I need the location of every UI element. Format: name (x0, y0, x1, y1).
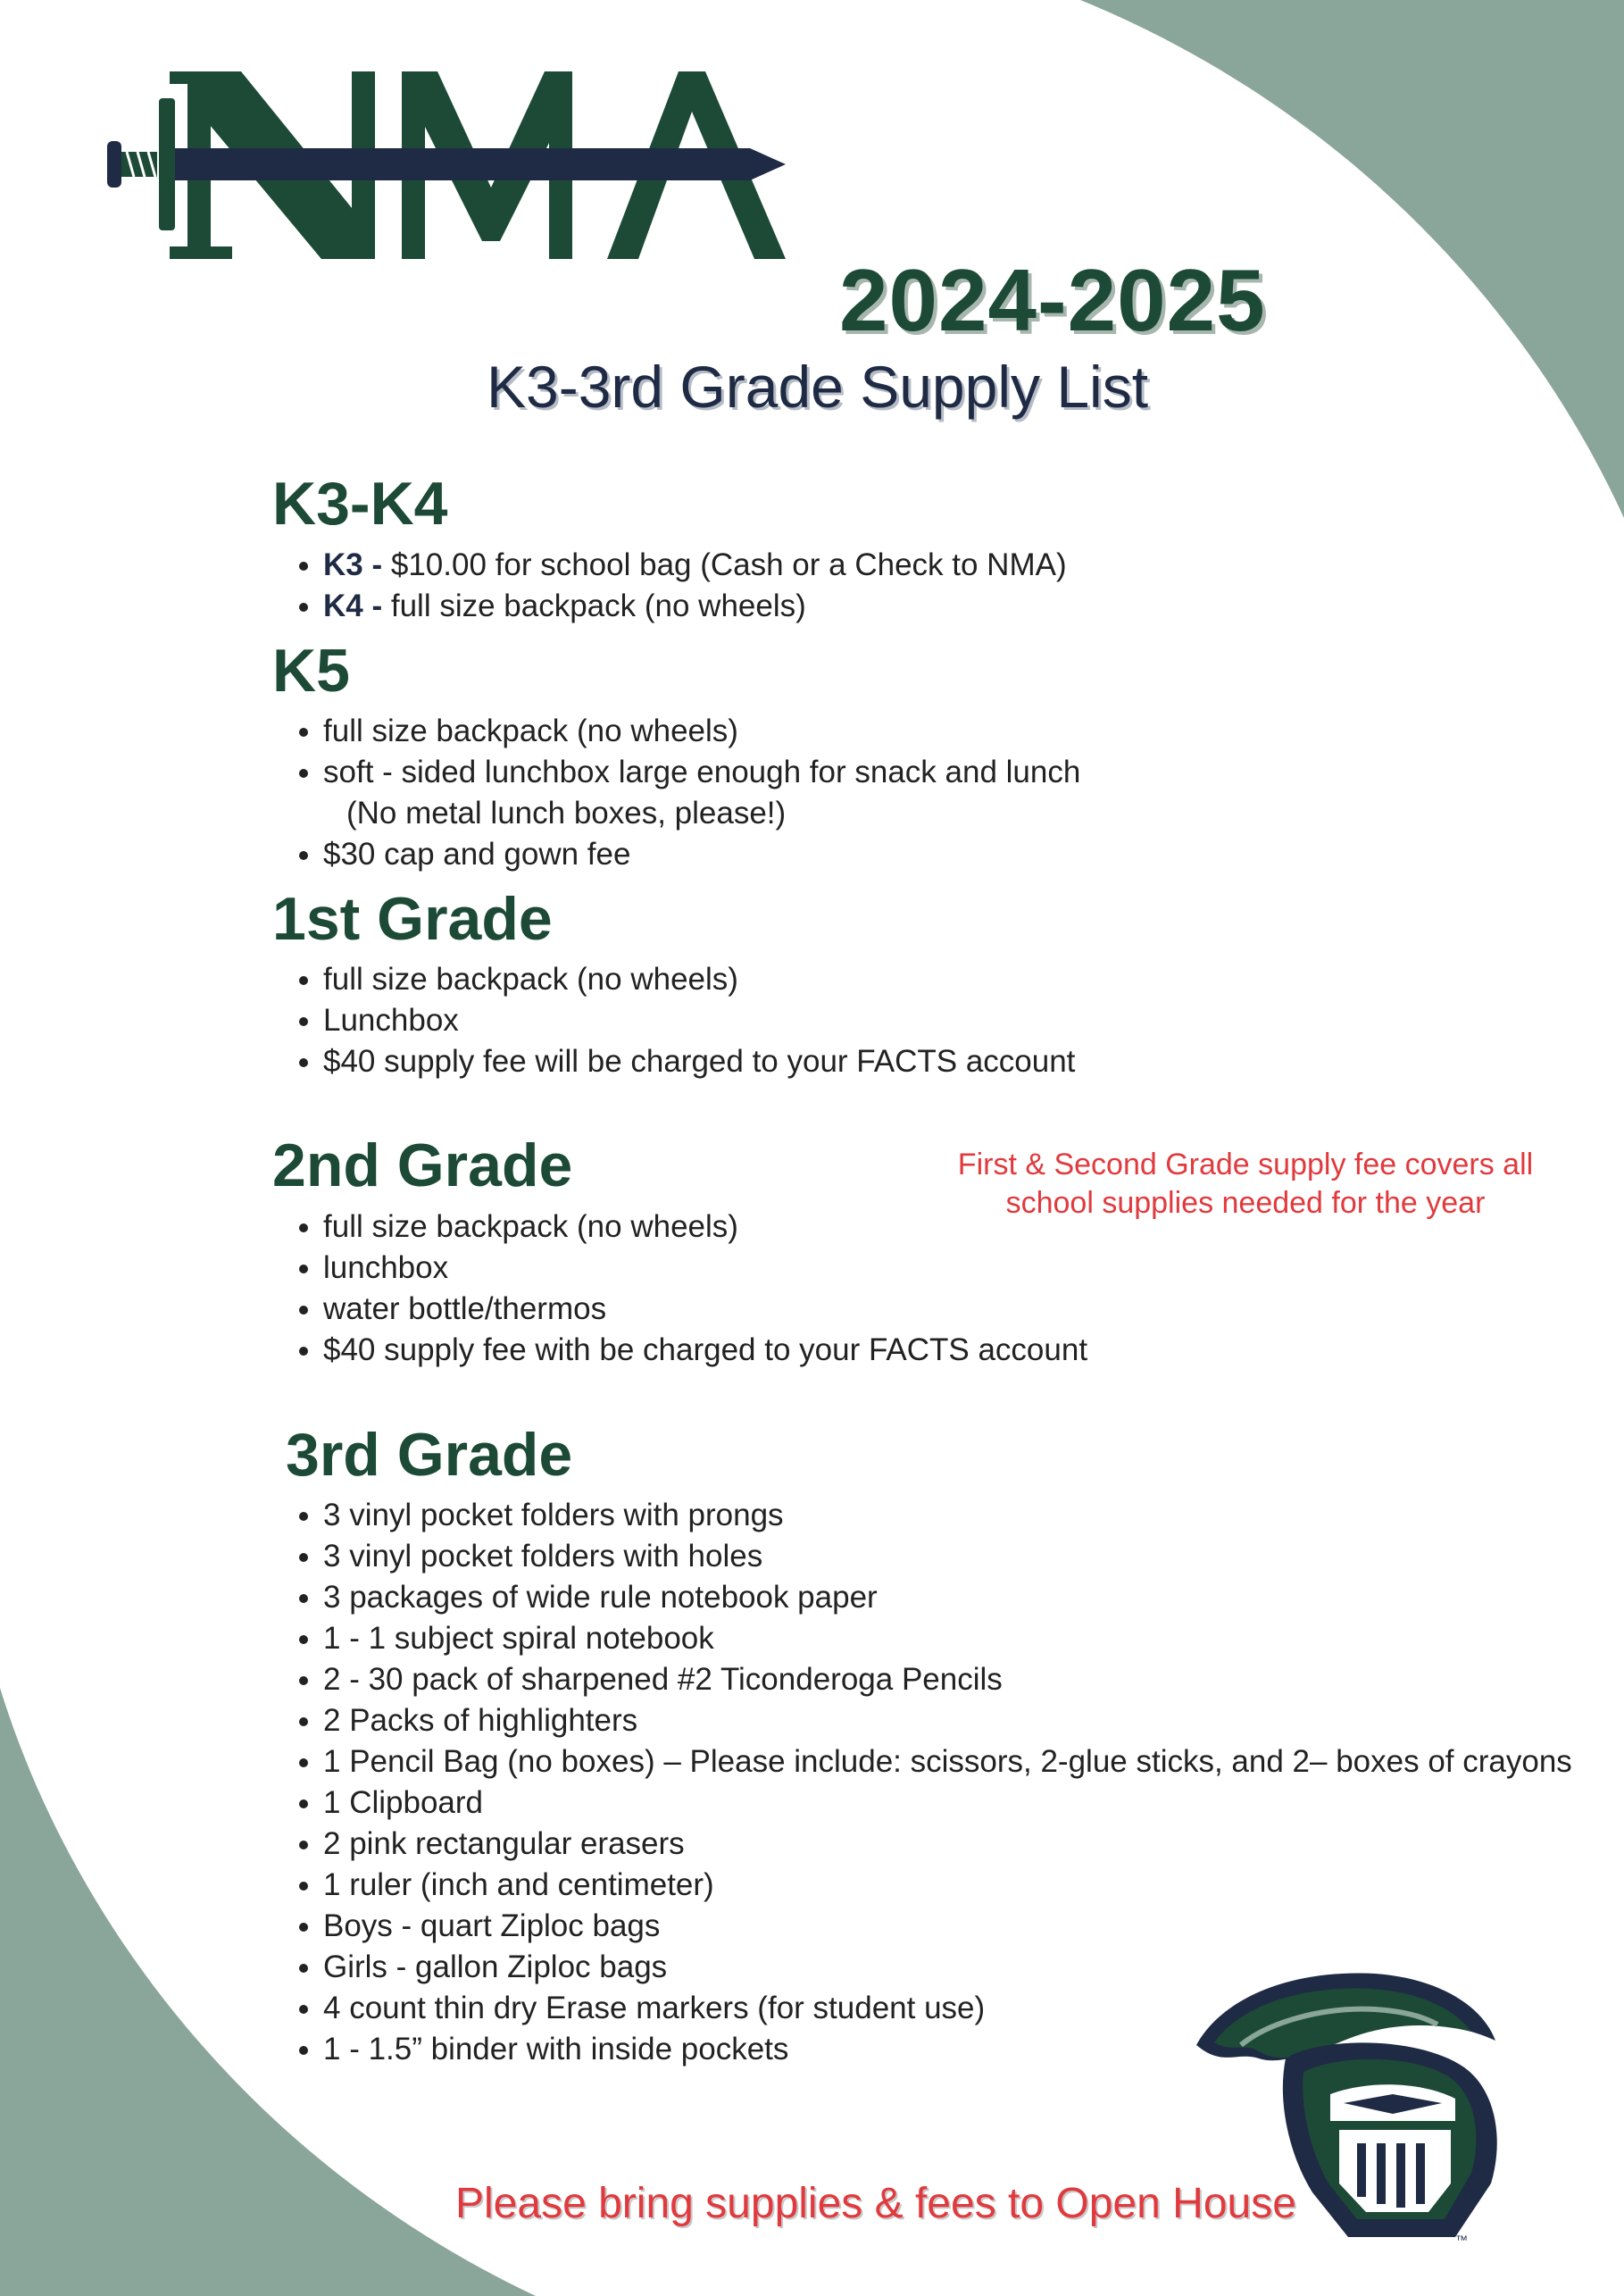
section-heading-2nd-grade: 2nd Grade (272, 1131, 573, 1199)
list-item: • $40 supply fee will be charged to your FACTS account (323, 1041, 1075, 1082)
list-item: • water bottle/thermos (323, 1289, 1087, 1330)
list-item: • lunchbox (323, 1248, 1087, 1289)
list-item: • full size backpack (no wheels) (323, 1206, 1087, 1248)
section-heading-3rd-grade: 3rd Grade (286, 1421, 573, 1489)
list-item: • K4 - full size backpack (no wheels) (323, 586, 1067, 627)
list-item: • Girls - gallon Ziploc bags (323, 1947, 1572, 1988)
nma-logo (107, 63, 804, 268)
list-item: • full size backpack (no wheels) (323, 711, 1080, 752)
list-item: • 3 vinyl pocket folders with holes (323, 1536, 1572, 1577)
list-item: • K3 - $10.00 for school bag (Cash or a Check to NMA) (323, 545, 1067, 586)
list-k3-k4 (286, 545, 1067, 627)
page-title: K3-3rd Grade Supply List (487, 354, 1149, 420)
list-item: • Lunchbox (323, 1000, 1075, 1041)
list-item: • 1 - 1.5” binder with inside pockets (323, 2029, 1572, 2070)
list-item: • 3 packages of wide rule notebook paper (323, 1577, 1572, 1618)
list-item: • 1 Pencil Bag (no boxes) – Please include: scissors, 2-glue sticks, and 2– boxes of crayons (323, 1741, 1572, 1783)
list-2nd-grade (286, 1206, 1087, 1371)
list-item: • 2 - 30 pack of sharpened #2 Ticonderoga Pencils (323, 1659, 1572, 1700)
school-year: 2024-2025 (839, 251, 1266, 349)
list-item: • full size backpack (no wheels) (323, 959, 1075, 1000)
list-item: • 2 Packs of highlighters (323, 1700, 1572, 1741)
list-item: • 1 - 1 subject spiral notebook (323, 1618, 1572, 1659)
footer-reminder: Please bring supplies & fees to Open House (455, 2180, 1296, 2227)
section-heading-k3-k4: K3-K4 (272, 470, 448, 538)
list-item: • 1 Clipboard (323, 1783, 1572, 1824)
list-item: • 3 vinyl pocket folders with prongs (323, 1495, 1572, 1536)
list-item: • 4 count thin dry Erase markers (for student use) (323, 1988, 1572, 2029)
trademark-mark: ™ (1455, 2233, 1468, 2246)
section-heading-k5: K5 (272, 637, 350, 705)
section-heading-1st-grade: 1st Grade (272, 885, 553, 953)
list-1st-grade (286, 959, 1075, 1082)
list-item: • Boys - quart Ziploc bags (323, 1906, 1572, 1947)
list-item: • soft - sided lunchbox large enough for snack and lunch (No metal lunch boxes, please!) (323, 752, 1080, 834)
list-item: • $40 supply fee with be charged to your FACTS account (323, 1330, 1087, 1371)
supply-fee-note: First & Second Grade supply fee covers all school supplies needed for the year (957, 1148, 1534, 1220)
list-item: • 1 ruler (inch and centimeter) (323, 1865, 1572, 1906)
list-k5 (286, 711, 1080, 875)
list-item: • 2 pink rectangular erasers (323, 1824, 1572, 1865)
list-item: • $30 cap and gown fee (323, 834, 1080, 875)
